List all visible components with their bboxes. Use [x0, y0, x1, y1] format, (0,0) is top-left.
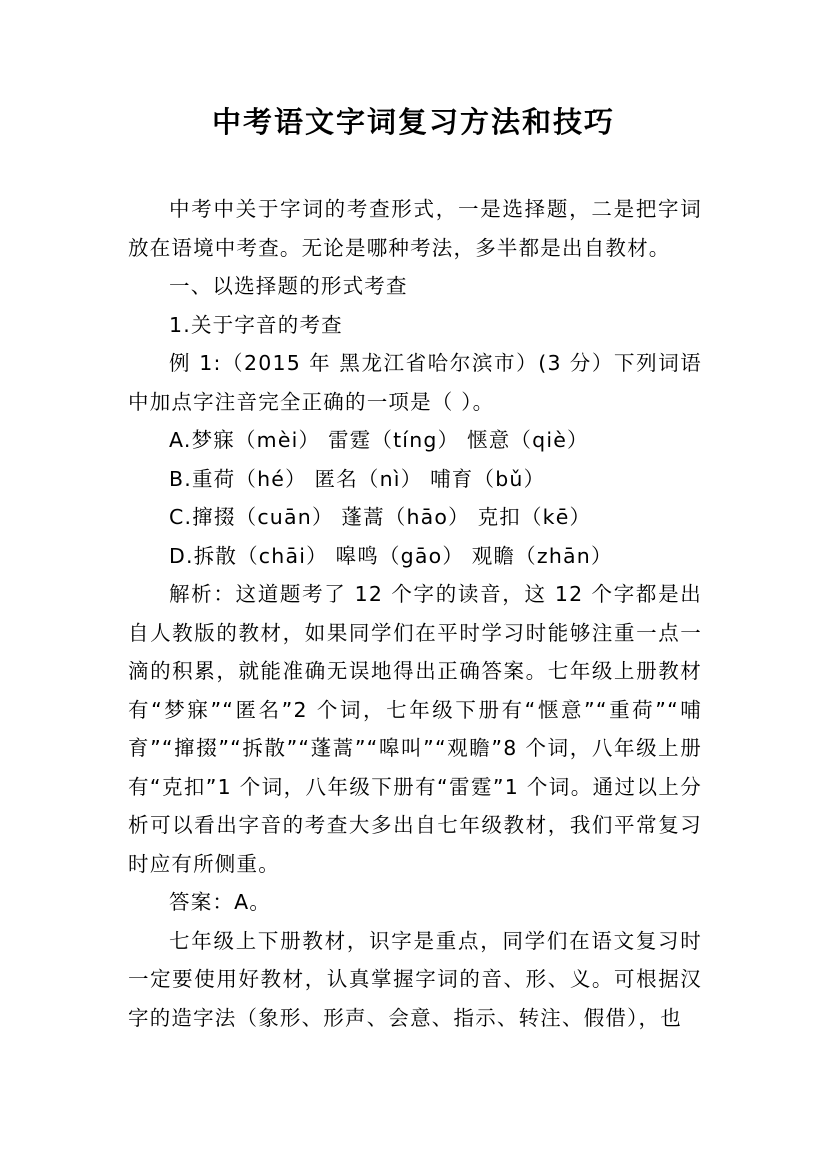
- paragraph-intro: 中考中关于字词的考查形式，一是选择题，二是把字词放在语境中考查。无论是哪种考法，多半都是出自教材。: [128, 197, 702, 260]
- option-a: A.梦寐（mèi） 雷霆（tíng） 惬意（qiè）: [169, 428, 589, 452]
- page-title: 中考语文字词复习方法和技巧: [211, 105, 615, 139]
- option-b: B.重荷（hé） 匿名（nì） 哺育（bǔ）: [169, 466, 546, 491]
- example-question: 例 1:（2015 年 黑龙江省哈尔滨市）(3 分）下列词语中加点字注音完全正确的一项是（ ）。: [128, 351, 702, 414]
- analysis-paragraph: 解析：这道题考了 12 个字的读音，这 12 个字都是出自人教版的教材，如果同学们在平时学习时能够注重一点一滴的积累，就能准确无误地得出正确答案。七年级上册教材有“梦寐”“匿名”2 个词，七年级下册有“惬意”“重荷”“哺育”“撺掇”“拆散”“蓬蒿”“嗥叫”“观瞻”8 个词，八年级上册有“克扣”1 个词，八年级下册有“雷霆”1 个词。通过以上分析可以看出字音的考查大多出自七年级教材，我们平常复习时应有所侧重。: [128, 582, 702, 876]
- subsection-heading: 1.关于字音的考查: [169, 312, 343, 337]
- section-heading: 一、以选择题的形式考查: [169, 274, 408, 298]
- document-body: [128, 190, 702, 1037]
- option-c: C.撺掇（cuān） 蓬蒿（hāo） 克扣（kē）: [169, 505, 592, 529]
- answer-line: 答案：A。: [169, 890, 272, 914]
- option-d: D.拆散（chāi） 嗥鸣（gāo） 观瞻（zhān）: [169, 543, 613, 568]
- advice-paragraph: 七年级上下册教材，识字是重点，同学们在语文复习时一定要使用好教材，认真掌握字词的音、形、义。可根据汉字的造字法（象形、形声、会意、指示、转注、假借），也: [128, 928, 702, 1030]
